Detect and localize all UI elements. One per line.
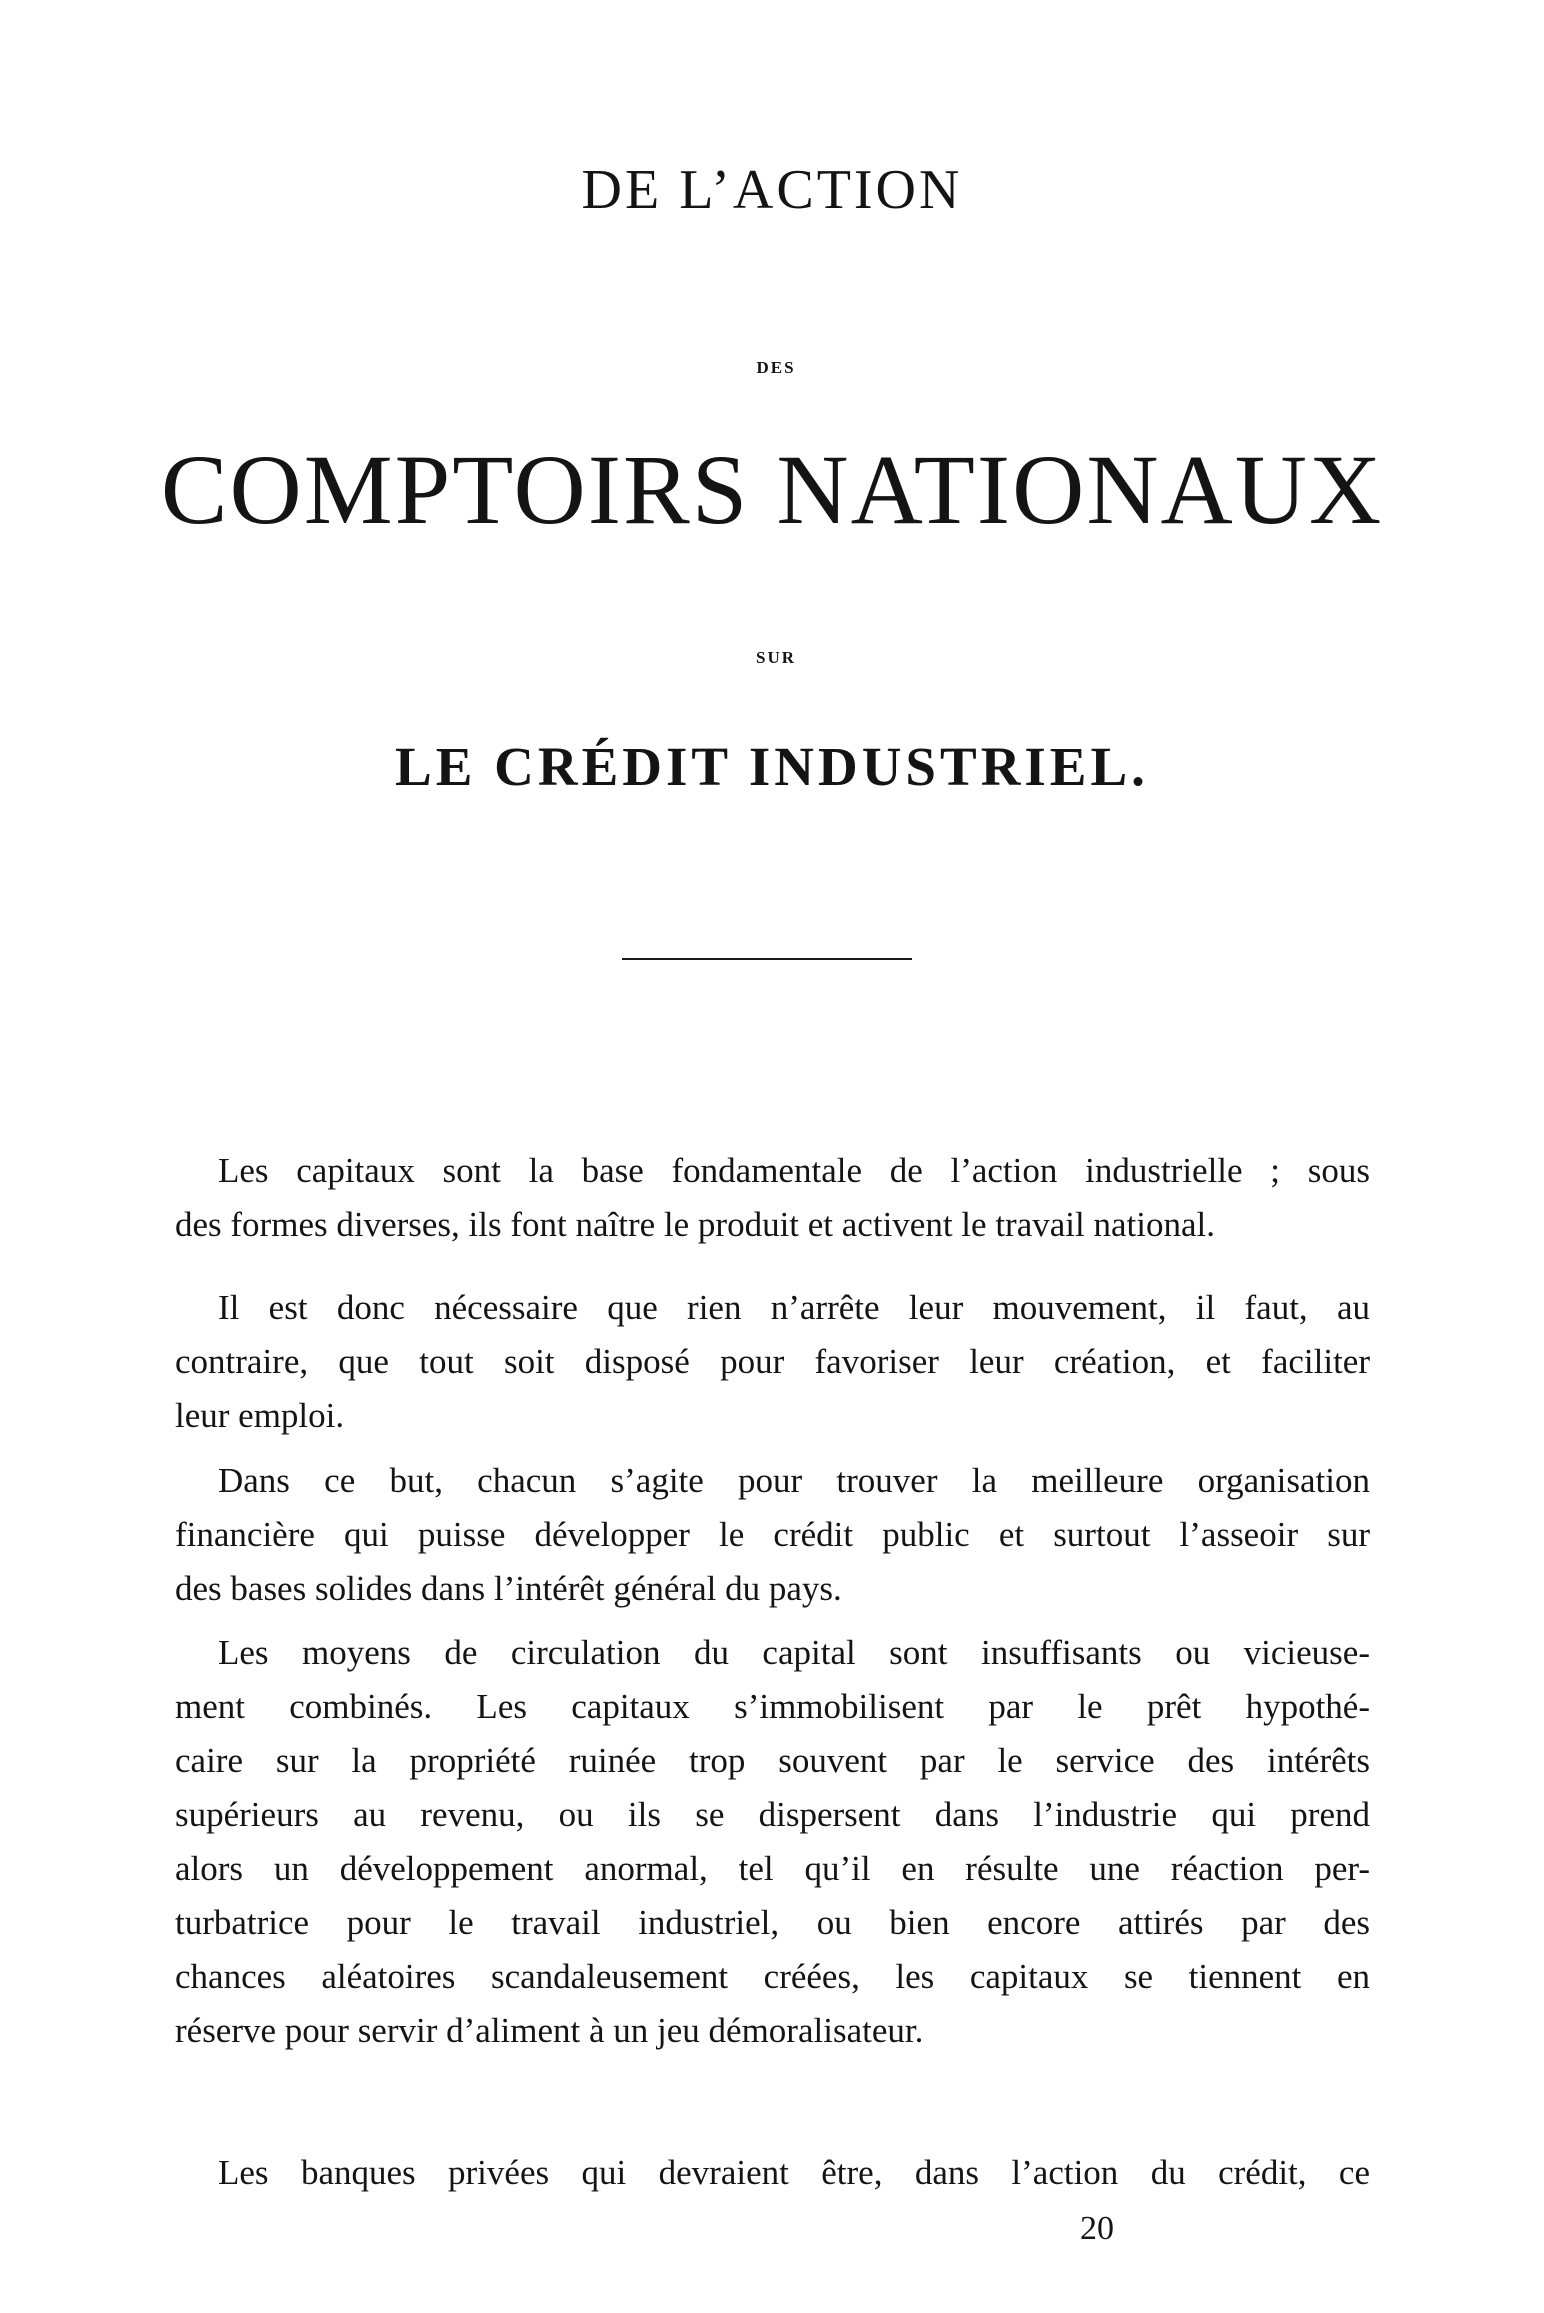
title-divider	[622, 958, 912, 960]
paragraph-3	[175, 1454, 1370, 1616]
paragraph-line: Dans ce but, chacun s’agite pour trouver la meilleure organisation	[218, 1461, 1370, 1500]
paragraph-5	[175, 2146, 1370, 2200]
page-number: 20	[1080, 2210, 1114, 2247]
title-connector-des: DES	[756, 358, 796, 377]
paragraph-line: Il est donc nécessaire que rien n’arrête leur mouvement, il faut, au	[218, 1288, 1370, 1327]
paragraph-line: réserve pour servir d’aliment à un jeu démoralisateur.	[175, 2011, 924, 2050]
paragraph-line: ment combinés. Les capitaux s’immobilisent par le prêt hypothé-	[175, 1687, 1370, 1726]
paragraph-line: supérieurs au revenu, ou ils se dispersent dans l’industrie qui prend	[175, 1795, 1370, 1834]
paragraph-line: des bases solides dans l’intérêt général du pays.	[175, 1569, 842, 1608]
paragraph-line: Les moyens de circulation du capital sont insuffisants ou vicieuse-	[218, 1633, 1370, 1672]
paragraph-line: caire sur la propriété ruinée trop souvent par le service des intérêts	[175, 1741, 1370, 1780]
paragraph-4	[175, 1626, 1370, 2058]
paragraph-line: turbatrice pour le travail industriel, ou bien encore attirés par des	[175, 1903, 1370, 1942]
paragraph-line: chances aléatoires scandaleusement créées, les capitaux se tiennent en	[175, 1957, 1370, 1996]
main-title: COMPTOIRS NATIONAUX	[160, 434, 1384, 545]
paragraph-line: des formes diverses, ils font naître le produit et activent le travail national.	[175, 1205, 1215, 1244]
paragraph-line: financière qui puisse développer le crédit public et surtout l’asseoir sur	[175, 1515, 1370, 1554]
paragraph-1	[175, 1144, 1370, 1252]
paragraph-2	[175, 1281, 1370, 1443]
paragraph-line: alors un développement anormal, tel qu’il en résulte une réaction per-	[175, 1849, 1370, 1888]
paragraph-line: leur emploi.	[175, 1396, 345, 1435]
subtitle: LE CRÉDIT INDUSTRIEL.	[395, 736, 1149, 797]
title-connector-sur: SUR	[755, 648, 796, 667]
paragraph-line: contraire, que tout soit disposé pour favoriser leur création, et faciliter	[175, 1342, 1370, 1381]
paragraph-line: Les capitaux sont la base fondamentale de l’action industrielle ; sous	[218, 1151, 1370, 1190]
title-line-1: DE L’ACTION	[581, 159, 963, 221]
paragraph-line: Les banques privées qui devraient être, dans l’action du crédit, ce	[218, 2153, 1370, 2192]
